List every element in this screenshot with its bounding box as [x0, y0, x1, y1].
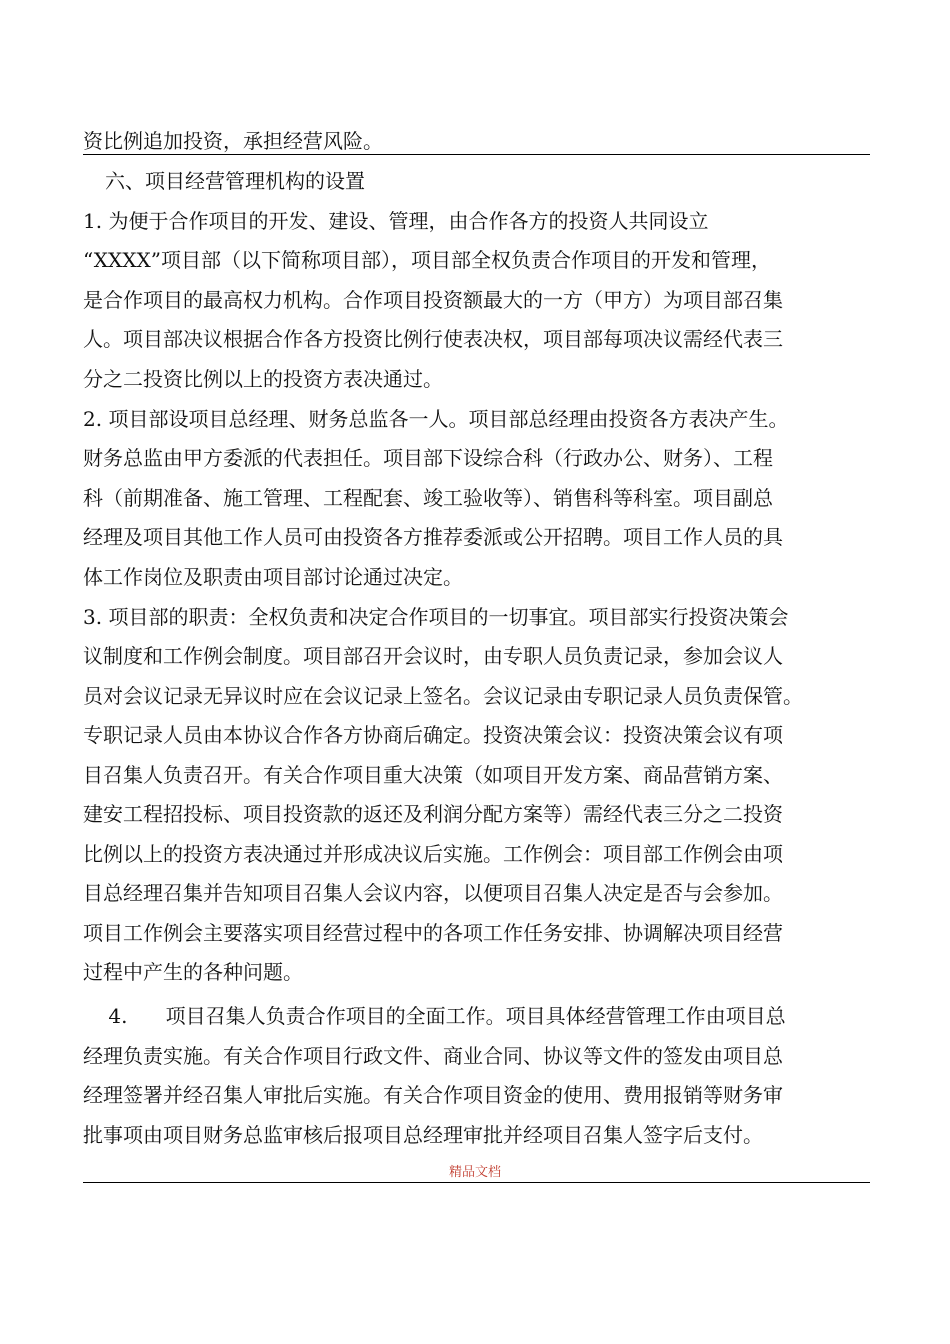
paragraph-line: 分之二投资比例以上的投资方表决通过。: [83, 367, 443, 391]
paragraph-line: 经理负责实施。有关合作项目行政文件、商业合同、协议等文件的签发由项目总: [83, 1044, 783, 1068]
paragraph-line: 是合作项目的最高权力机构。合作项目投资额最大的一方（甲方）为项目部召集: [83, 288, 783, 312]
section-heading: 六、项目经营管理机构的设置: [105, 169, 365, 193]
paragraph-line: 经理签署并经召集人审批后实施。有关合作项目资金的使用、费用报销等财务审: [83, 1083, 783, 1107]
paragraph-line: 目总经理召集并告知项目召集人会议内容，以便项目召集人决定是否与会参加。: [83, 881, 783, 905]
footer-label: 精品文档: [448, 1165, 501, 1180]
paragraph-line: 2. 项目部设项目总经理、财务总监各一人。项目部总经理由投资各方表决产生。: [83, 407, 789, 431]
footer-rule: [83, 1182, 870, 1183]
paragraph-line: 比例以上的投资方表决通过并形成决议后实施。工作例会：项目部工作例会由项: [83, 842, 783, 866]
header-rule: [83, 154, 870, 155]
paragraph-line: 建安工程招投标、项目投资款的返还及利润分配方案等）需经代表三分之二投资: [83, 802, 783, 826]
paragraph-line: 员对会议记录无异议时应在会议记录上签名。会议记录由专职记录人员负责保管。: [83, 684, 803, 708]
paragraph-line: 财务总监由甲方委派的代表担任。项目部下设综合科（行政办公、财务）、工程: [83, 446, 773, 470]
paragraph-line: 3. 项目部的职责：全权负责和决定合作项目的一切事宜。项目部实行投资决策会: [83, 605, 789, 629]
paragraph-line: 批事项由项目财务总监审核后报项目总经理审批并经项目召集人签字后支付。: [83, 1123, 763, 1147]
paragraph-line: 经理及项目其他工作人员可由投资各方推荐委派或公开招聘。项目工作人员的具: [83, 525, 783, 549]
paragraph-line: 人。项目部决议根据合作各方投资比例行使表决权，项目部每项决议需经代表三: [83, 327, 783, 351]
paragraph-line: 体工作岗位及职责由项目部讨论通过决定。: [83, 565, 463, 589]
paragraph-line: 专职记录人员由本协议合作各方协商后确定。投资决策会议：投资决策会议有项: [83, 723, 783, 747]
body-text-line: 资比例追加投资，承担经营风险。: [83, 129, 383, 153]
paragraph-line: 1. 为便于合作项目的开发、建设、管理，由合作各方的投资人共同设立: [83, 209, 709, 233]
paragraph-line: 目召集人负责召开。有关合作项目重大决策（如项目开发方案、商品营销方案、: [83, 763, 783, 787]
paragraph-line: 科（前期准备、施工管理、工程配套、竣工验收等）、销售科等科室。项目副总: [83, 486, 773, 510]
paragraph-line: “XXXX”项目部（以下简称项目部），项目部全权负责合作项目的开发和管理，: [83, 248, 771, 272]
paragraph-line: 议制度和工作例会制度。项目部召开会议时，由专职人员负责记录，参加会议人: [83, 644, 783, 668]
paragraph-line: 项目工作例会主要落实项目经营过程中的各项工作任务安排、协调解决项目经营: [83, 921, 783, 945]
paragraph-line: 过程中产生的各种问题。: [83, 960, 303, 984]
paragraph-line: 4. 项目召集人负责合作项目的全面工作。项目具体经营管理工作由项目总: [83, 1004, 786, 1028]
